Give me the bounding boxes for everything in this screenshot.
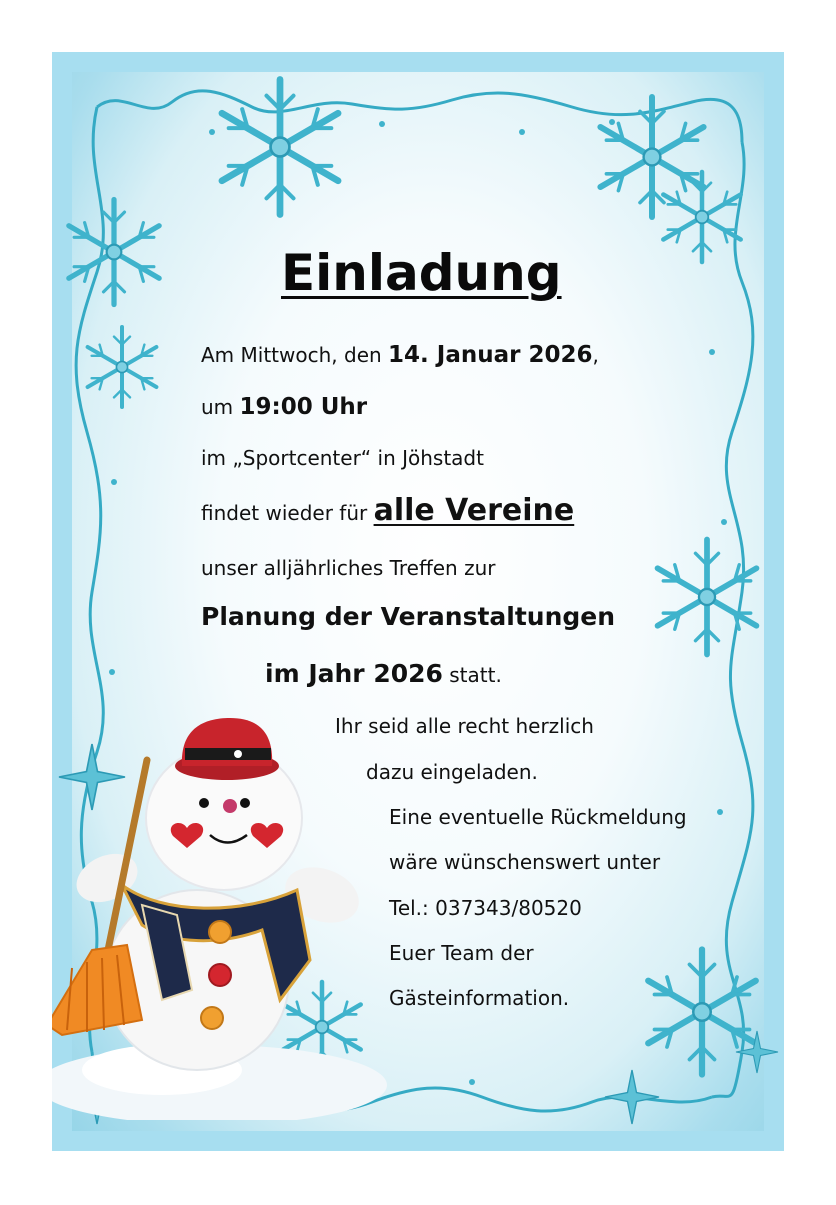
welcome-line-2: dazu eingeladen. bbox=[366, 760, 538, 784]
signature-line-1: Euer Team der bbox=[389, 941, 534, 965]
phone-number: Tel.: 037343/80520 bbox=[389, 896, 582, 920]
time-line-prefix: um bbox=[201, 395, 240, 419]
event-time: 19:00 Uhr bbox=[239, 394, 368, 420]
location-line: im „Sportcenter“ in Jöhstadt bbox=[201, 446, 484, 470]
invitation-title: Einladung bbox=[281, 244, 562, 302]
date-line-suffix: , bbox=[592, 343, 599, 367]
planning-line: Planung der Veranstaltungen bbox=[201, 602, 616, 631]
snowman-illustration bbox=[52, 700, 392, 1120]
audience-line-prefix: findet wieder für bbox=[201, 501, 374, 525]
year-highlight: im Jahr 2026 bbox=[265, 659, 443, 688]
date-line-prefix: Am Mittwoch, den bbox=[201, 343, 389, 367]
audience-line bbox=[201, 493, 574, 529]
signature-line-2: Gästeinformation. bbox=[389, 986, 570, 1010]
rsvp-line-1: Eine eventuelle Rückmeldung bbox=[389, 805, 687, 829]
rsvp-line-2: wäre wünschenswert unter bbox=[389, 850, 661, 874]
time-line bbox=[201, 394, 367, 422]
audience-highlight: alle Vereine bbox=[373, 493, 575, 528]
year-line-suffix: statt. bbox=[442, 663, 502, 687]
meeting-line: unser alljährliches Treffen zur bbox=[201, 556, 496, 580]
year-line bbox=[265, 659, 502, 689]
date-line bbox=[201, 342, 599, 370]
welcome-line-1: Ihr seid alle recht herzlich bbox=[335, 714, 594, 738]
event-date: 14. Januar 2026 bbox=[388, 342, 593, 368]
